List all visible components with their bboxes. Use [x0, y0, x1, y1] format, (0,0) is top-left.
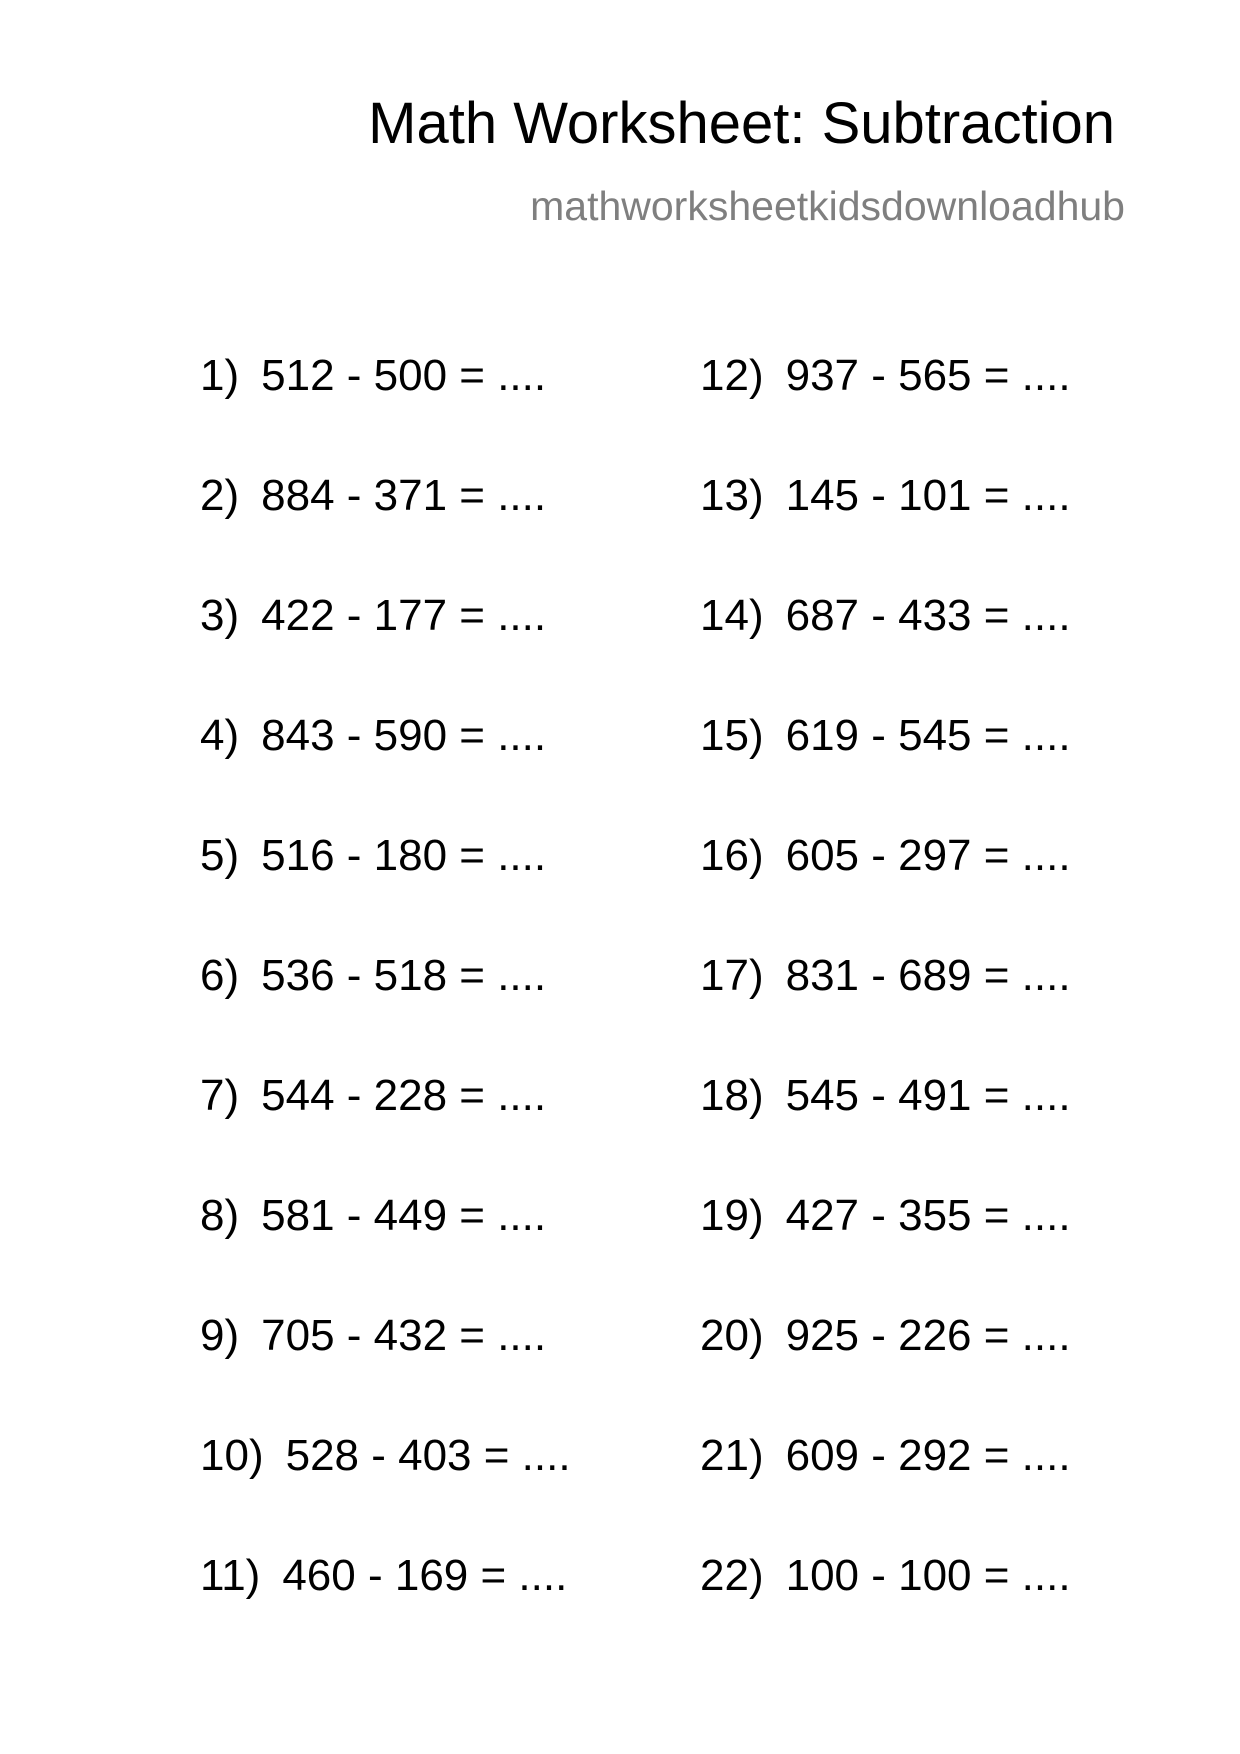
problem-5	[200, 830, 700, 950]
problem-expression: 528 - 403 = ....	[285, 1431, 571, 1480]
problem-number: 20)	[700, 1311, 764, 1360]
problem-15	[700, 710, 1200, 830]
problem-10	[200, 1430, 700, 1550]
problem-number: 8)	[200, 1191, 240, 1240]
problem-expression: 536 - 518 = ....	[261, 951, 547, 1000]
problem-expression: 145 - 101 = ....	[785, 471, 1071, 520]
problem-expression: 705 - 432 = ....	[261, 1311, 547, 1360]
problem-expression: 460 - 169 = ....	[282, 1551, 568, 1600]
problem-column-left	[200, 350, 700, 1670]
problem-expression: 605 - 297 = ....	[785, 831, 1071, 880]
problem-12	[700, 350, 1200, 470]
problem-22	[700, 1550, 1200, 1670]
problem-expression: 544 - 228 = ....	[261, 1071, 547, 1120]
problem-1	[200, 350, 700, 470]
problem-number: 2)	[200, 471, 240, 520]
problem-17	[700, 950, 1200, 1070]
problem-number: 1)	[200, 351, 240, 400]
problem-21	[700, 1430, 1200, 1550]
problem-number: 9)	[200, 1311, 240, 1360]
problem-expression: 831 - 689 = ....	[785, 951, 1071, 1000]
problem-expression: 100 - 100 = ....	[785, 1551, 1071, 1600]
problem-expression: 581 - 449 = ....	[261, 1191, 547, 1240]
problem-2	[200, 470, 700, 590]
problem-number: 3)	[200, 591, 240, 640]
problem-number: 7)	[200, 1071, 240, 1120]
problem-6	[200, 950, 700, 1070]
problem-number: 10)	[200, 1431, 264, 1480]
problem-4	[200, 710, 700, 830]
problem-number: 21)	[700, 1431, 764, 1480]
problem-expression: 937 - 565 = ....	[785, 351, 1071, 400]
problem-expression: 843 - 590 = ....	[261, 711, 547, 760]
problem-expression: 545 - 491 = ....	[785, 1071, 1071, 1120]
problem-number: 6)	[200, 951, 240, 1000]
problem-number: 15)	[700, 711, 764, 760]
problem-expression: 422 - 177 = ....	[261, 591, 547, 640]
problem-expression: 512 - 500 = ....	[261, 351, 547, 400]
problem-number: 19)	[700, 1191, 764, 1240]
problem-expression: 516 - 180 = ....	[261, 831, 547, 880]
problem-expression: 619 - 545 = ....	[785, 711, 1071, 760]
problem-16	[700, 830, 1200, 950]
problem-number: 13)	[700, 471, 764, 520]
problem-14	[700, 590, 1200, 710]
problem-7	[200, 1070, 700, 1190]
problem-number: 16)	[700, 831, 764, 880]
problem-expression: 609 - 292 = ....	[785, 1431, 1071, 1480]
problem-8	[200, 1190, 700, 1310]
problem-number: 12)	[700, 351, 764, 400]
problem-9	[200, 1310, 700, 1430]
problem-18	[700, 1070, 1200, 1190]
problem-expression: 427 - 355 = ....	[785, 1191, 1071, 1240]
problem-column-right	[700, 350, 1200, 1670]
problem-number: 17)	[700, 951, 764, 1000]
problem-19	[700, 1190, 1200, 1310]
problem-number: 5)	[200, 831, 240, 880]
problem-number: 18)	[700, 1071, 764, 1120]
problem-11	[200, 1550, 700, 1670]
problem-expression: 925 - 226 = ....	[785, 1311, 1071, 1360]
problem-number: 11)	[200, 1551, 261, 1600]
site-name: mathworksheetkidsdownloadhub	[530, 183, 1125, 229]
page-title: Math Worksheet: Subtraction	[368, 91, 1115, 156]
problem-expression: 687 - 433 = ....	[785, 591, 1071, 640]
problem-3	[200, 590, 700, 710]
problem-number: 14)	[700, 591, 764, 640]
problem-expression: 884 - 371 = ....	[261, 471, 547, 520]
problem-20	[700, 1310, 1200, 1430]
problem-number: 4)	[200, 711, 240, 760]
problem-number: 22)	[700, 1551, 764, 1600]
problem-13	[700, 470, 1200, 590]
